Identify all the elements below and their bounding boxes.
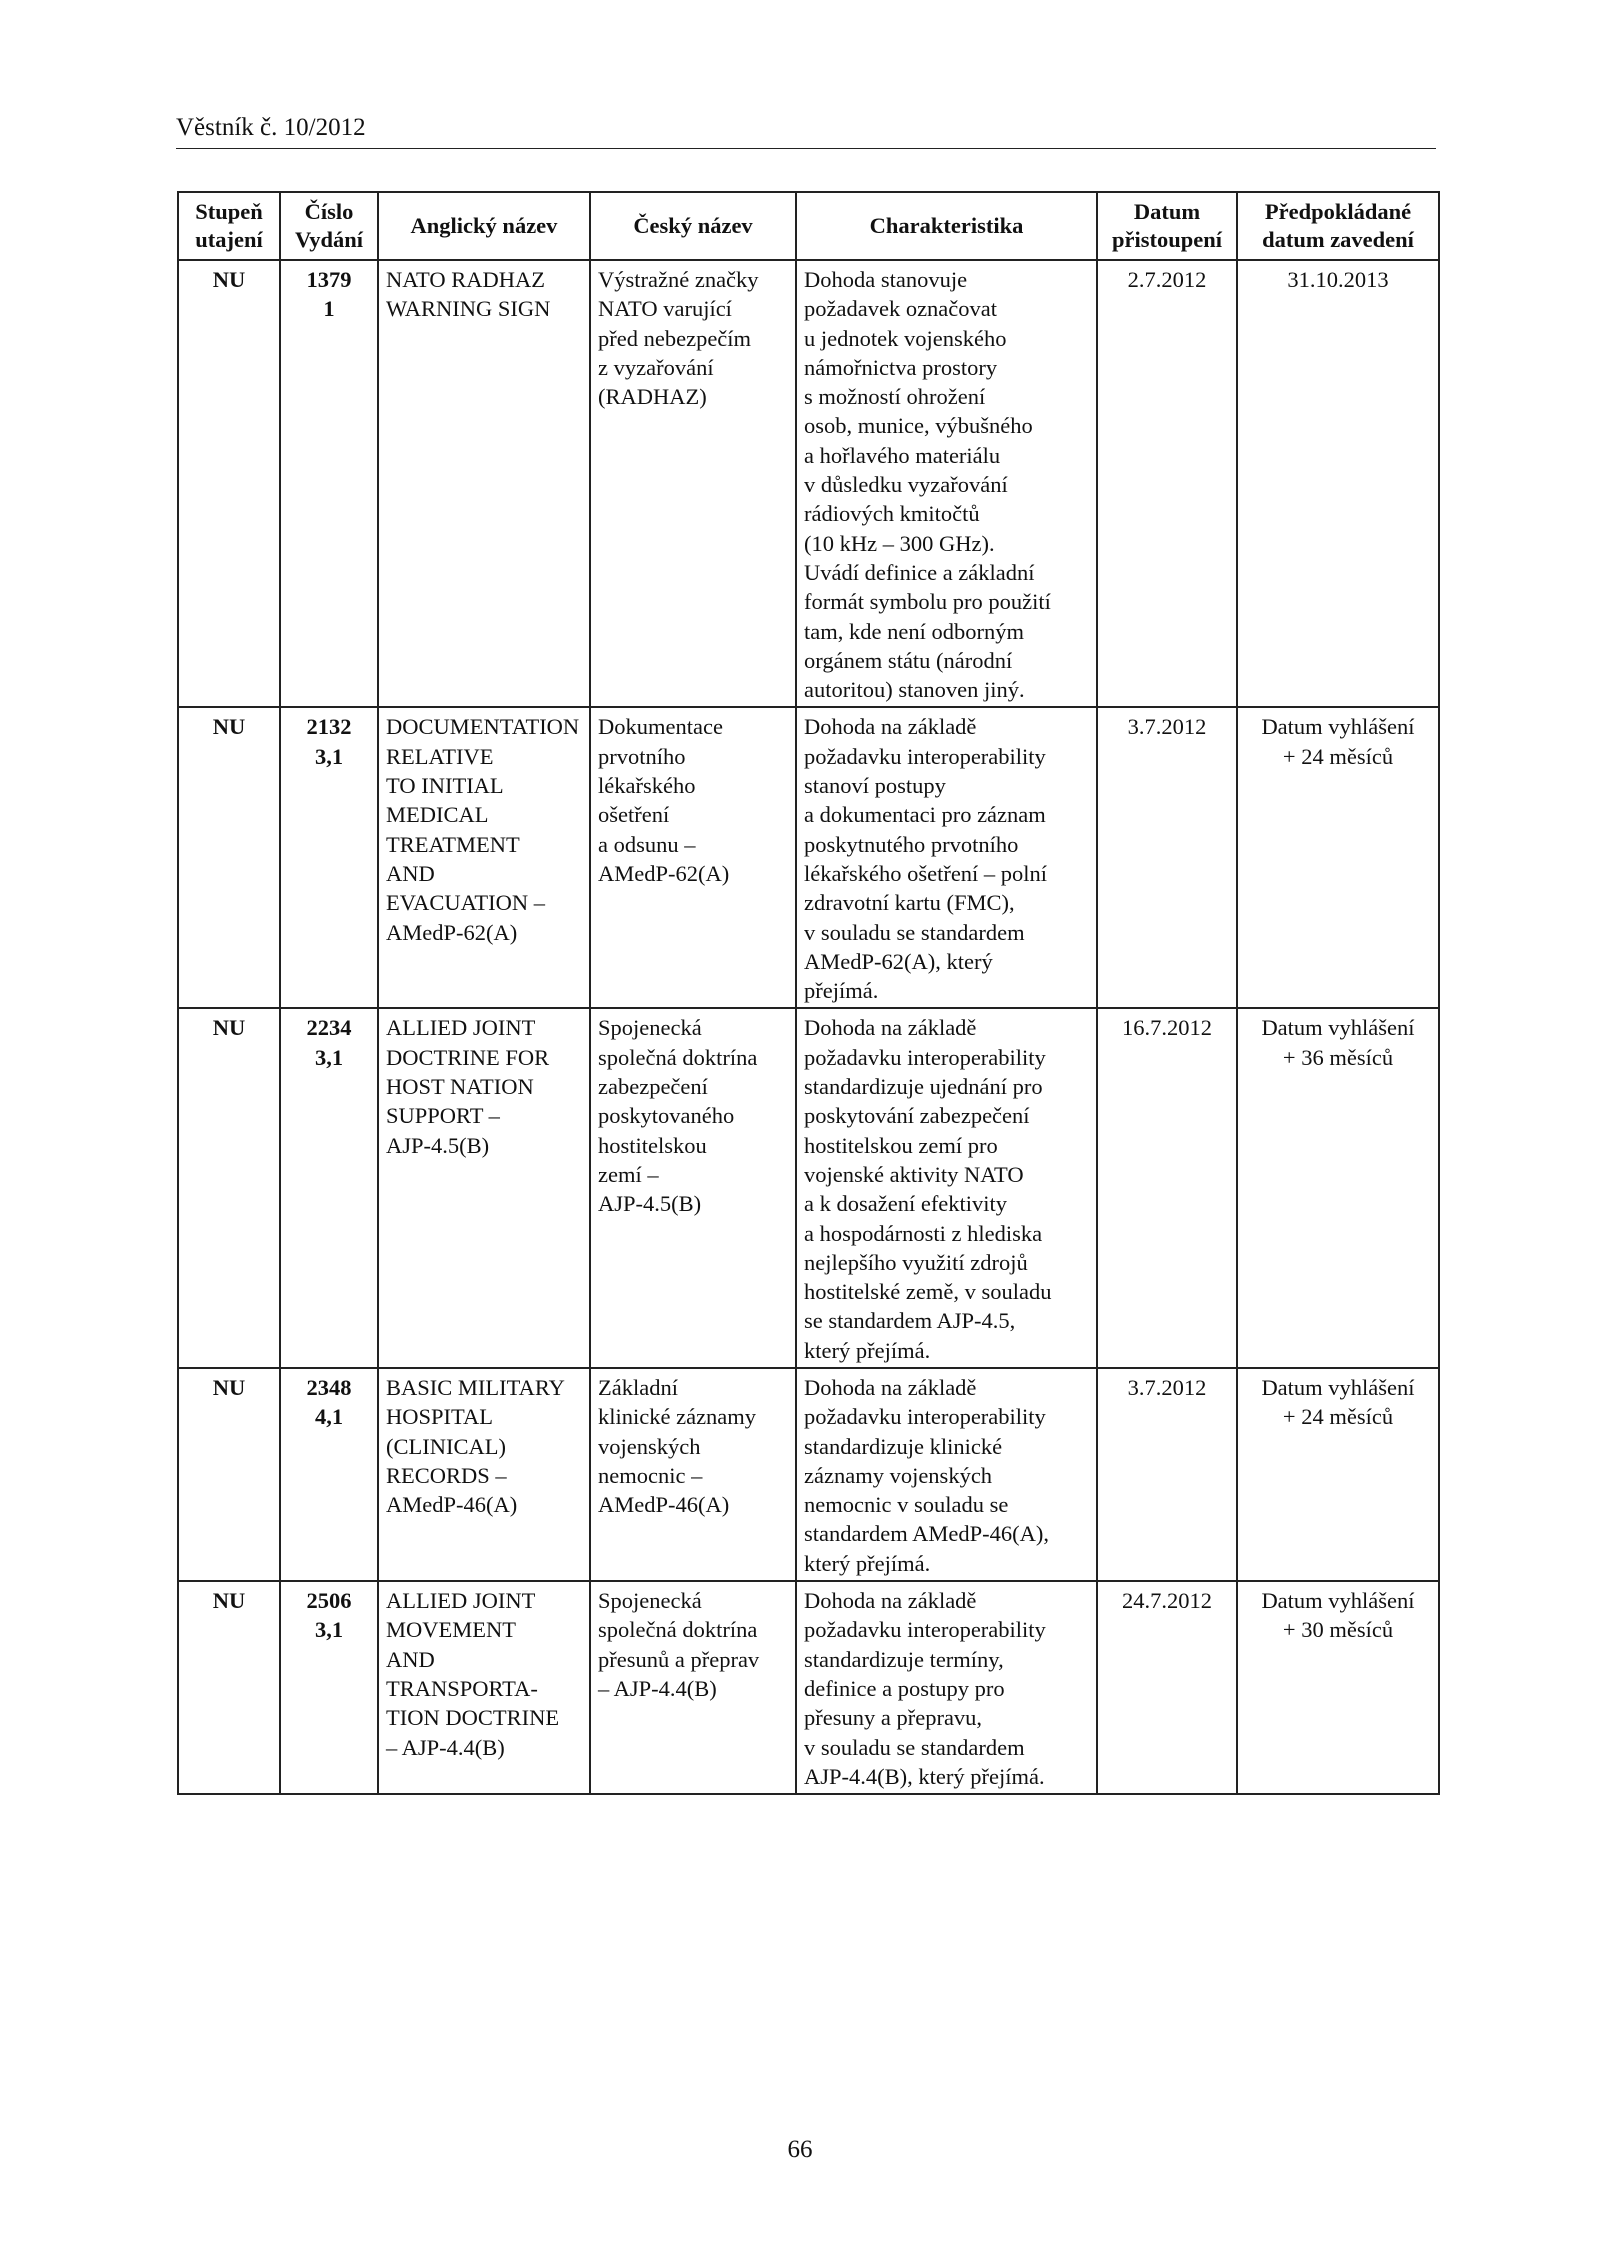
col-header-zavedeni: Předpokládané datum zavedení xyxy=(1237,192,1439,260)
table-row xyxy=(178,1581,1439,1794)
col-header-datum: Datum přistoupení xyxy=(1097,192,1237,260)
cell-zavedeni: 31.10.2013 xyxy=(1237,260,1439,707)
cell-anglicky: ALLIED JOINT MOVEMENT AND TRANSPORTA- TION DOCTRINE – AJP-4.4(B) xyxy=(378,1581,590,1794)
cell-cesky: Základní klinické záznamy vojenských nemocnic – AMedP-46(A) xyxy=(590,1368,796,1581)
page-number: 66 xyxy=(787,2136,813,2163)
cell-datum: 24.7.2012 xyxy=(1097,1581,1237,1794)
cell-datum: 2.7.2012 xyxy=(1097,260,1237,707)
col-header-stupen: Stupeň utajení xyxy=(178,192,280,260)
cell-charakteristika: Dohoda na základě požadavku interoperability standardizuje klinické záznamy vojenských nemocnic v souladu se standardem AMedP-46(A), který přejímá. xyxy=(796,1368,1097,1581)
cell-cislo: 2132 3,1 xyxy=(280,707,378,1008)
cell-stupen: NU xyxy=(178,707,280,1008)
cell-stupen: NU xyxy=(178,1008,280,1368)
table-row xyxy=(178,1368,1439,1581)
cell-cesky: Výstražné značky NATO varující před nebezpečím z vyzařování (RADHAZ) xyxy=(590,260,796,707)
cell-charakteristika: Dohoda na základě požadavku interoperability stanoví postupy a dokumentaci pro záznam poskytnutého prvotního lékařského ošetření – polní zdravotní kartu (FMC), v souladu se standardem AMedP-62(A), který přejímá. xyxy=(796,707,1097,1008)
cell-anglicky: NATO RADHAZ WARNING SIGN xyxy=(378,260,590,707)
journal-title: Věstník č. 10/2012 xyxy=(176,114,366,141)
cell-cislo: 1379 1 xyxy=(280,260,378,707)
cell-stupen: NU xyxy=(178,1368,280,1581)
cell-zavedeni: Datum vyhlášení + 30 měsíců xyxy=(1237,1581,1439,1794)
standards-table xyxy=(177,191,1440,1795)
cell-zavedeni: Datum vyhlášení + 36 měsíců xyxy=(1237,1008,1439,1368)
cell-cesky: Spojenecká společná doktrína přesunů a přeprav – AJP-4.4(B) xyxy=(590,1581,796,1794)
cell-anglicky: DOCUMENTATION RELATIVE TO INITIAL MEDICAL TREATMENT AND EVACUATION – AMedP-62(A) xyxy=(378,707,590,1008)
col-header-cesky: Český název xyxy=(590,192,796,260)
col-header-charakteristika: Charakteristika xyxy=(796,192,1097,260)
cell-cesky: Dokumentace prvotního lékařského ošetření a odsunu – AMedP-62(A) xyxy=(590,707,796,1008)
cell-cislo: 2234 3,1 xyxy=(280,1008,378,1368)
cell-cislo: 2506 3,1 xyxy=(280,1581,378,1794)
cell-cesky: Spojenecká společná doktrína zabezpečení poskytovaného hostitelskou zemí – AJP-4.5(B) xyxy=(590,1008,796,1368)
cell-datum: 3.7.2012 xyxy=(1097,1368,1237,1581)
cell-stupen: NU xyxy=(178,260,280,707)
cell-charakteristika: Dohoda stanovuje požadavek označovat u jednotek vojenského námořnictva prostory s možností ohrožení osob, munice, výbušného a hořlavého materiálu v důsledku vyzařování rádiových kmitočtů (10 kHz – 300 GHz). Uvádí definice a základní formát symbolu pro použití tam, kde není odborným orgánem státu (národní autoritou) stanoven jiný. xyxy=(796,260,1097,707)
cell-datum: 16.7.2012 xyxy=(1097,1008,1237,1368)
running-header xyxy=(176,110,1436,149)
cell-datum: 3.7.2012 xyxy=(1097,707,1237,1008)
cell-cislo: 2348 4,1 xyxy=(280,1368,378,1581)
cell-charakteristika: Dohoda na základě požadavku interoperability standardizuje ujednání pro poskytování zabezpečení hostitelskou zemí pro vojenské aktivity NATO a k dosažení efektivity a hospodárnosti z hlediska nejlepšího využití zdrojů hostitelské země, v souladu se standardem AJP-4.5, který přejímá. xyxy=(796,1008,1097,1368)
table-row xyxy=(178,1008,1439,1368)
table-row xyxy=(178,260,1439,707)
col-header-cislo: Číslo Vydání xyxy=(280,192,378,260)
table-header-row xyxy=(178,192,1439,260)
table-row xyxy=(178,707,1439,1008)
cell-anglicky: BASIC MILITARY HOSPITAL (CLINICAL) RECORDS – AMedP-46(A) xyxy=(378,1368,590,1581)
cell-stupen: NU xyxy=(178,1581,280,1794)
cell-zavedeni: Datum vyhlášení + 24 měsíců xyxy=(1237,1368,1439,1581)
col-header-anglicky: Anglický název xyxy=(378,192,590,260)
cell-anglicky: ALLIED JOINT DOCTRINE FOR HOST NATION SUPPORT – AJP-4.5(B) xyxy=(378,1008,590,1368)
cell-charakteristika: Dohoda na základě požadavku interoperability standardizuje termíny, definice a postupy pro přesuny a přepravu, v souladu se standardem AJP-4.4(B), který přejímá. xyxy=(796,1581,1097,1794)
cell-zavedeni: Datum vyhlášení + 24 měsíců xyxy=(1237,707,1439,1008)
